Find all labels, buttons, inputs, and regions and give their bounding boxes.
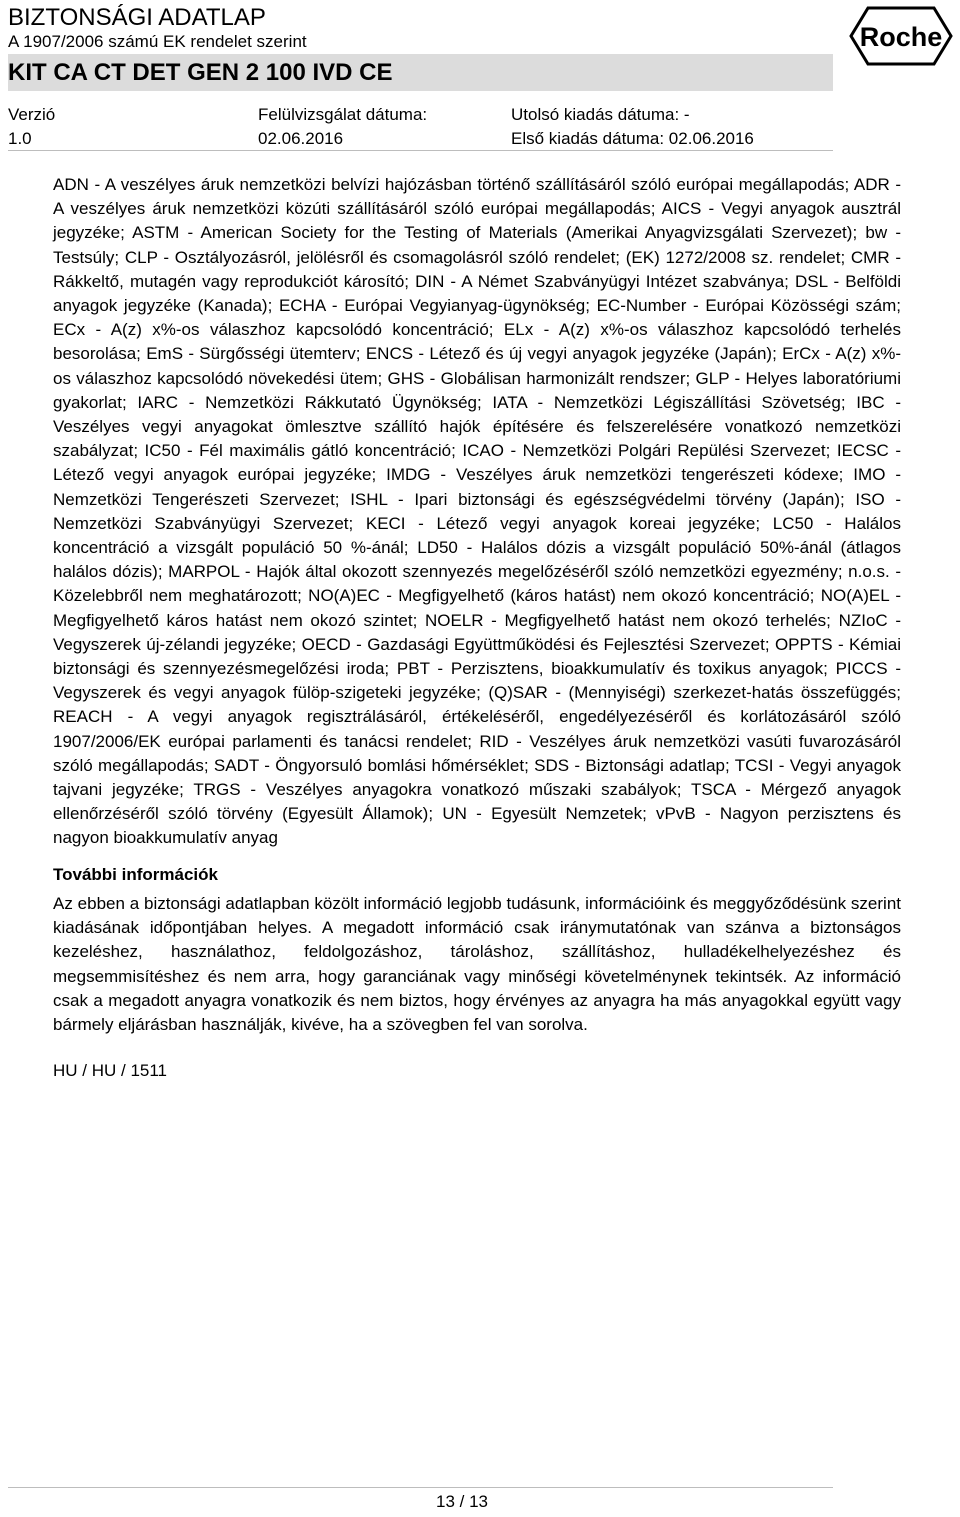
version-label: Verzió <box>8 105 56 124</box>
roche-logo <box>848 6 954 66</box>
document-header <box>8 0 833 151</box>
document-code: HU / HU / 1511 <box>53 1061 168 1081</box>
product-name-bar <box>8 54 833 91</box>
page-number: 13 / 13 <box>436 1492 488 1511</box>
issue-block <box>511 103 831 151</box>
document-meta <box>8 103 833 151</box>
revision-date-label: Felülvizsgálat dátuma: <box>258 105 428 124</box>
further-info-paragraph: Az ebben a biztonsági adatlapban közölt információ legjobb tudásunk, információink és meggyőződésünk szerint kiadásának időpontjában helyes. A megadott információ csak iránymutatónak van szánva a biztonságos kezeléshez, használathoz, feldolgozáshoz, tároláshoz, szállításhoz, hulladékelhelyezéshez és megsemmisítéshez és nem arra, hogy garanciának vagy minőségi követelménynek tekintsék. Az információ csak a megadott anyagra vonatkozik és nem biztos, hogy érvényes az anyagra ha más anyagokkal együtt vagy bármely eljárásban használják, kivéve, ha a szövegben fel van sorolva. <box>53 893 901 1034</box>
document-subtitle: A 1907/2006 számú EK rendelet szerint <box>8 32 307 51</box>
document-title: BIZTONSÁGI ADATLAP <box>8 4 266 31</box>
revision-date-value: 02.06.2016 <box>258 129 344 148</box>
version-value: 1.0 <box>8 129 32 148</box>
roche-logo-text: Roche <box>859 22 943 52</box>
first-issue-date: Első kiadás dátuma: 02.06.2016 <box>511 129 754 148</box>
version-block <box>8 103 258 151</box>
header-divider <box>8 150 833 151</box>
last-issue-date: Utolsó kiadás dátuma: - <box>511 105 690 124</box>
abbreviations-paragraph: ADN - A veszélyes áruk nemzetközi belvízi hajózásban történő szállításáról szóló európai megállapodás; ADR - A veszélyes áruk nemzetközi közúti szállításáról szóló európai megállapodás; AICS - Vegyi anyagok ausztrál jegyzéke; ASTM - American Society for the Testing of Materials (Amerikai Anyagvizsgálati Szervezet); bw - Testsúly; CLP - Osztályozásról, jelölésről és csomagolásról szóló rendelet; (EK) 1272/2008 sz. rendelet; CMR - Rákkeltő, mutagén vagy reprodukciót károsító; DIN - A Német Szabványügyi Intézet szabványa; DSL - Belföldi anyagok jegyzéke (Kanada); ECHA - Európai Vegyianyag-ügynökség; EC-Number - Európai Közösségi szám; ECx - A(z) x%-os válaszhoz kapcsolódó koncentráció; ELx - A(z) x%-os válaszhoz kapcsolódó terhelés besorolása; EmS - Sürgősségi ütemterv; ENCS - Létező és új vegyi anyagok jegyzéke (Japán); ErCx - A(z) x%-os válaszhoz kapcsolódó növekedési ütem; GHS - Globálisan harmonizált rendszer; GLP - Helyes laboratóriumi gyakorlat; IARC - Nemzetközi Rákkutató Ügynökség; IATA - Nemzetközi Légiszállítási Szövetség; IBC - Veszélyes vegyi anyagokat ömlesztve szállító hajók építésére és felszerelésére vonatkozó nemzetközi szabályzat; IC50 - Fél maximális gátló koncentráció; ICAO - Nemzetközi Polgári Repülési Szervezet; IECSC - Létező vegyi anyagok európai jegyzéke; IMDG - Veszélyes áruk nemzetközi tengerészeti kódexe; IMO - Nemzetközi Tengerészeti Szervezet; ISHL - Ipari biztonsági és egészségvédelmi törvény (Japán); ISO - Nemzetközi Szabványügyi Szervezet; KECI - Létező vegyi anyagok koreai jegyzéke; LC50 - Halálos koncentráció a vizsgált populáció 50 %-ánál; LD50 - Halálos dózis a vizsgált populáció 50%-ánál (átlagos halálos dózis); MARPOL - Hajók által okozott szennyezés megelőzéséről szóló nemzetközi egyezmény; n.o.s. - Közelebbről nem meghatározott; NO(A)EC - Megfigyelhető (káros hatást) nem okozó koncentráció; NO(A)EL - Megfigyelhető káros hatást nem okozó szintet; NOELR - Megfigyelhető hatást nem okozó terhelés; NZIoC - Vegyszerek új-zélandi jegyzéke; OECD - Gazdasági Együttműködési és Fejlesztési Szervezet; OPPTS - Kémiai biztonsági és szennyezésmegelőzési iroda; PBT - Perzisztens, bioakkumulatív és toxikus anyagok; PICCS - Vegyszerek és vegyi anyagok fülöp-szigeteki jegyzéke; (Q)SAR - (Mennyiségi) szerkezet-hatás összefüggés; REACH - A vegyi anyagok regisztrálásáról, értékeléséről, engedélyezéséről és korlátozásáról szóló 1907/2006/EK európai parlamenti és tanácsi rendelet; RID - Veszélyes áruk nemzetközi vasúti fuvarozásáról szóló megállapodás; SADT - Öngyorsuló bomlási hőmérséklet; SDS - Biztonsági adatlap; TCSI - Vegyi anyagok tajvani jegyzéke; TRGS - Veszélyes anyagokra vonatkozó műszaki szabályok; TSCA - Mérgező anyagok ellenőrzéséről szóló törvény (Egyesült Államok); UN - Egyesült Nemzetek; vPvB - Nagyon perzisztens és nagyon bioakkumulatív anyag <box>53 175 901 848</box>
revision-block <box>258 103 511 151</box>
further-info-heading: További információk <box>53 864 218 884</box>
document-body <box>53 173 901 1083</box>
product-name: KIT CA CT DET GEN 2 100 IVD CE <box>8 59 393 86</box>
footer-divider <box>8 1487 833 1488</box>
